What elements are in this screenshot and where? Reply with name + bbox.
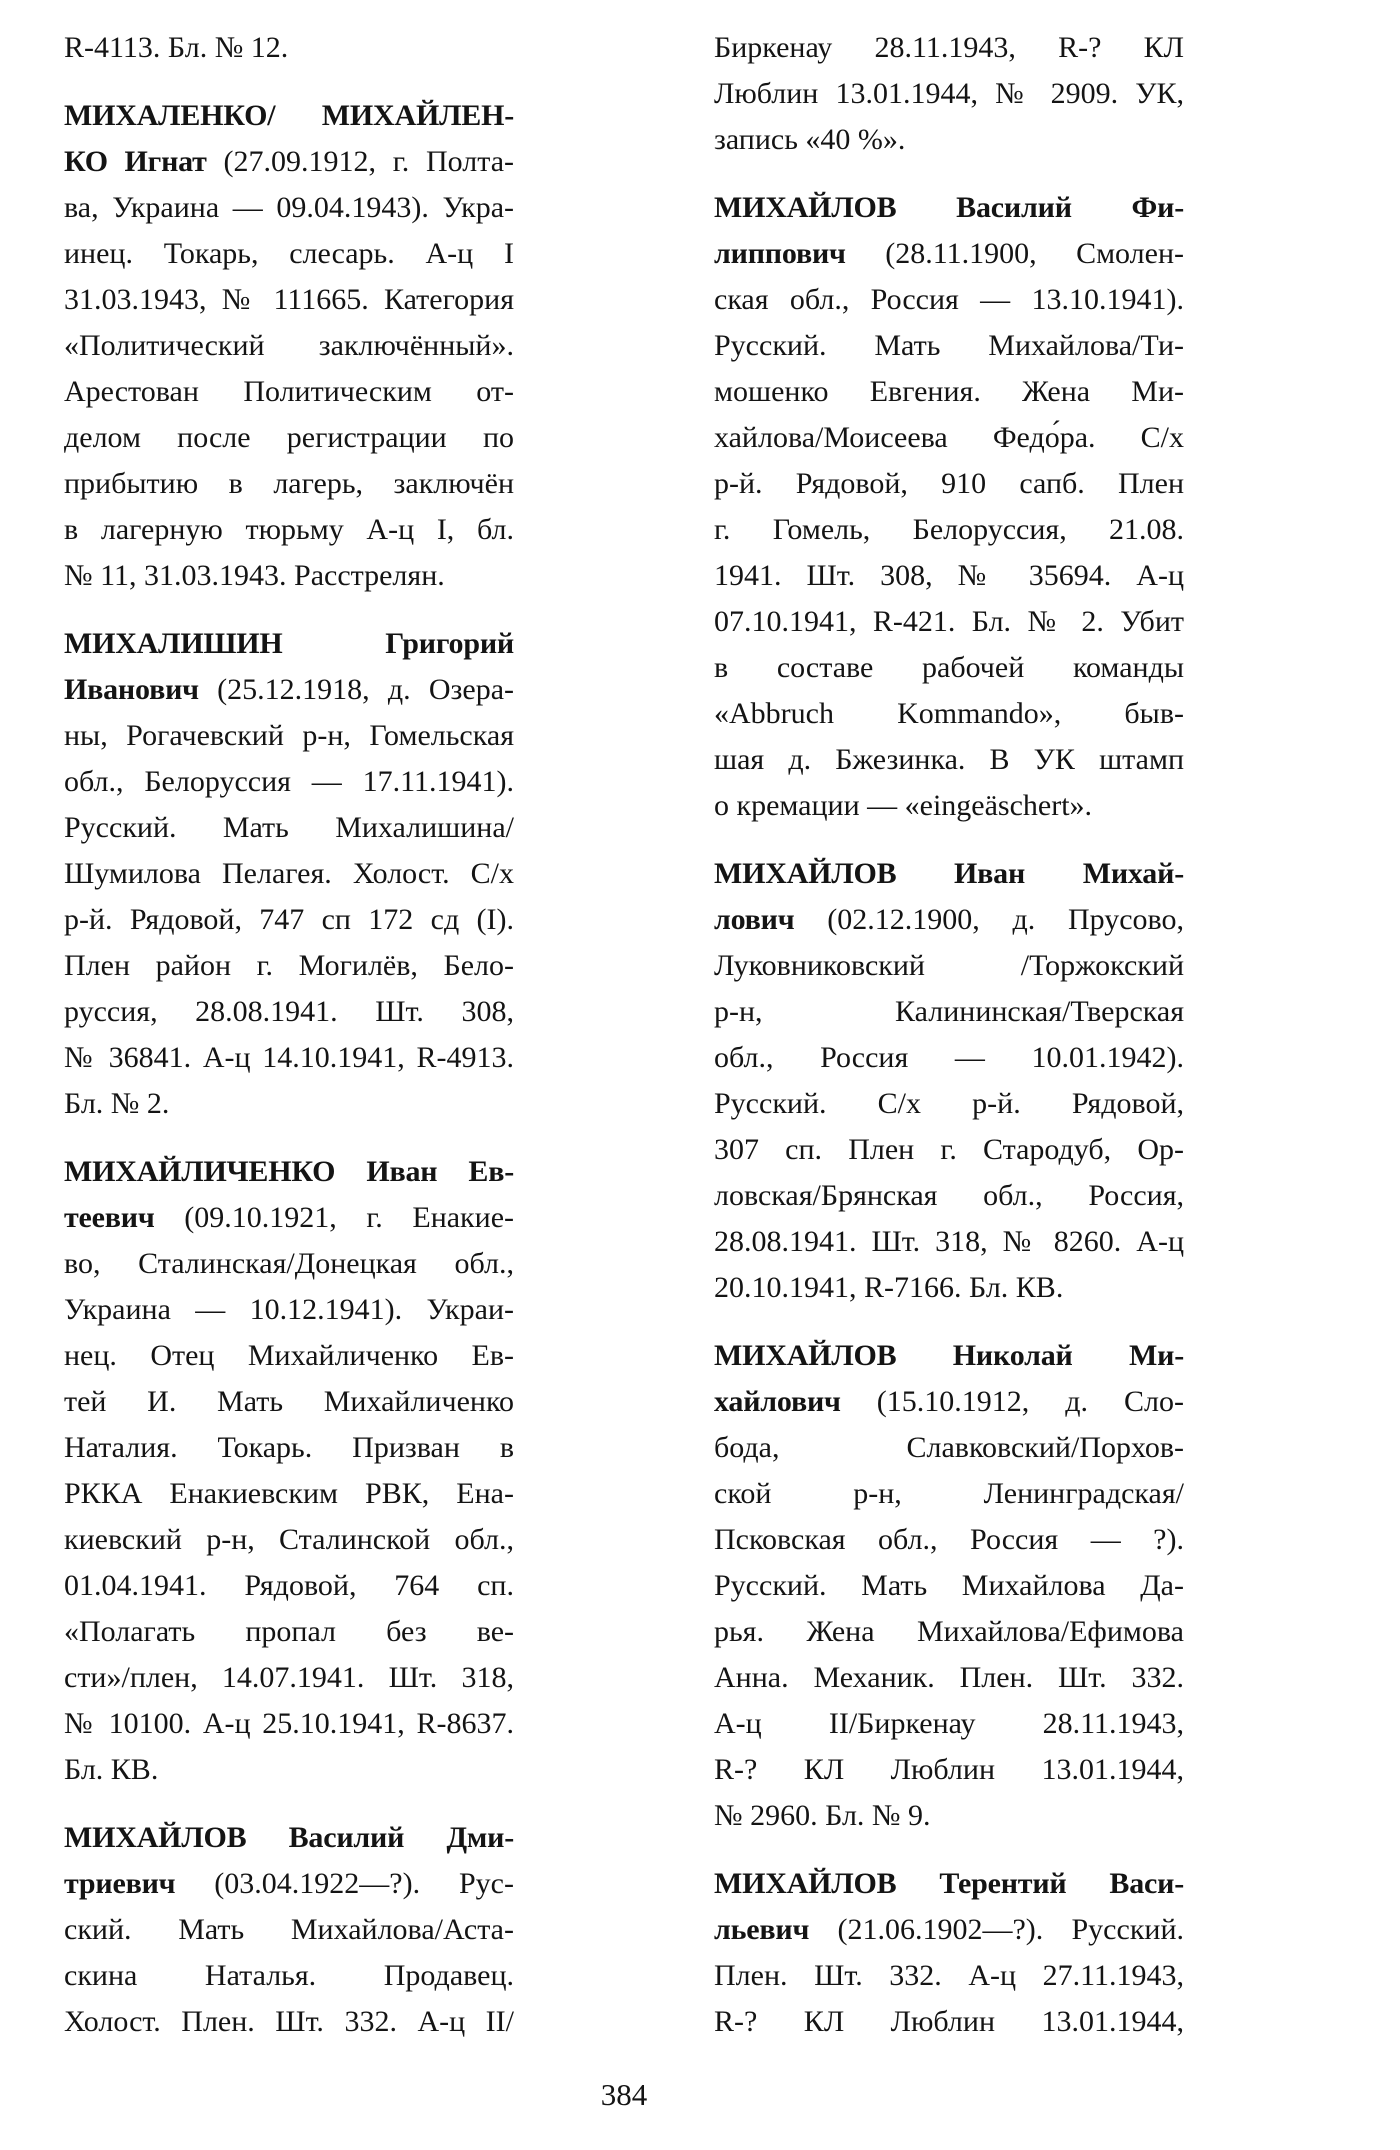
- entry-text: тей И. Мать Михайличенко: [64, 1385, 514, 1418]
- entry-text: Русский. Мать Михалишина/: [64, 811, 514, 844]
- text-line: [714, 1425, 1184, 1471]
- text-line: [64, 943, 514, 989]
- text-line: [714, 1265, 1184, 1311]
- entry-text: № 10100. А-ц 25.10.1941, R-8637.: [64, 1707, 514, 1740]
- text-line: [714, 1127, 1184, 1173]
- entry-text: (15.10.1912, д. Сло-: [840, 1385, 1184, 1418]
- text-line: [64, 1953, 514, 1999]
- text-line: [714, 737, 1184, 783]
- text-line: [714, 1953, 1184, 1999]
- text-line: [64, 1861, 514, 1907]
- text-line: [714, 691, 1184, 737]
- text-line: [714, 185, 1184, 231]
- text-line: [64, 851, 514, 897]
- text-line: [714, 1609, 1184, 1655]
- entry-text: р-н, Калининская/Тверская: [714, 995, 1184, 1028]
- text-line: [714, 553, 1184, 599]
- entry-headword: льевич: [714, 1913, 810, 1946]
- text-line: [714, 1793, 1184, 1839]
- entry-text: Русский. С/х р-й. Рядовой,: [714, 1087, 1184, 1120]
- text-line: [64, 1907, 514, 1953]
- entry-text: Плен. Шт. 332. А-ц 27.11.1943,: [714, 1959, 1184, 1992]
- entry-text: РККА Енакиевским РВК, Ена-: [64, 1477, 514, 1510]
- entry-text: в лагерную тюрьму А-ц I, бл.: [64, 513, 514, 546]
- entry-text: обл., Белоруссия — 17.11.1941).: [64, 765, 514, 798]
- entry-text: инец. Токарь, слесарь. А-ц I: [64, 237, 514, 270]
- text-line: [64, 323, 514, 369]
- text-line: [64, 1609, 514, 1655]
- text-line: [714, 117, 1184, 163]
- entry-text: мошенко Евгения. Жена Ми-: [714, 375, 1184, 408]
- dictionary-entry: [714, 25, 1184, 163]
- entry-text: R-? КЛ Люблин 13.01.1944,: [714, 2005, 1184, 2038]
- text-line: [714, 1379, 1184, 1425]
- entry-headword: МИХАЙЛОВ Терентий Васи-: [714, 1867, 1184, 1900]
- entry-text: Бл. № 2.: [64, 1087, 170, 1120]
- text-line: [714, 1081, 1184, 1127]
- text-line: [714, 989, 1184, 1035]
- entry-text: р-й. Рядовой, 910 сапб. Плен: [714, 467, 1184, 500]
- entry-headword: МИХАЙЛОВ Иван Михай-: [714, 857, 1184, 890]
- text-line: [64, 989, 514, 1035]
- text-line: [714, 323, 1184, 369]
- entry-headword: лович: [714, 903, 795, 936]
- entry-text: Псковская обл., Россия — ?).: [714, 1523, 1184, 1556]
- entry-text: (27.09.1912, г. Полта-: [206, 145, 514, 178]
- text-line: [714, 897, 1184, 943]
- entry-text: R-? КЛ Люблин 13.01.1944,: [714, 1753, 1184, 1786]
- entry-text: 28.08.1941. Шт. 318, № 8260. А-ц: [714, 1225, 1184, 1258]
- entry-text: Бл. КВ.: [64, 1753, 159, 1786]
- text-line: [64, 713, 514, 759]
- entry-text: (02.12.1900, д. Прусово,: [794, 903, 1184, 936]
- text-line: [714, 1999, 1184, 2045]
- entry-text: Биркенау 28.11.1943, R-? КЛ: [714, 31, 1184, 64]
- entry-text: ский. Мать Михайлова/Аста-: [64, 1913, 514, 1946]
- dictionary-entry: [714, 1333, 1184, 1839]
- text-line: [64, 805, 514, 851]
- text-line: [714, 71, 1184, 117]
- entry-text: Арестован Политическим от-: [64, 375, 514, 408]
- text-line: [64, 621, 514, 667]
- text-line: [64, 1081, 514, 1127]
- text-line: [714, 1747, 1184, 1793]
- entry-text: 31.03.1943, № 111665. Категория: [64, 283, 514, 316]
- entry-headword: МИХАЛИШИН Григорий: [64, 627, 514, 660]
- text-line: [714, 1701, 1184, 1747]
- entry-text: № 2960. Бл. № 9.: [714, 1799, 931, 1832]
- entry-headword: МИХАЙЛОВ Николай Ми-: [714, 1339, 1184, 1372]
- entry-text: (21.06.1902—?). Русский.: [809, 1913, 1184, 1946]
- text-line: [64, 1471, 514, 1517]
- text-line: [714, 1219, 1184, 1265]
- entry-text: Анна. Механик. Плен. Шт. 332.: [714, 1661, 1184, 1694]
- entry-text: 20.10.1941, R-7166. Бл. КВ.: [714, 1271, 1064, 1304]
- text-line: [714, 1173, 1184, 1219]
- text-line: [64, 461, 514, 507]
- text-line: [714, 1471, 1184, 1517]
- text-line: [64, 1517, 514, 1563]
- text-line: [64, 667, 514, 713]
- text-line: [64, 1149, 514, 1195]
- entry-text: рья. Жена Михайлова/Ефимова: [714, 1615, 1184, 1648]
- entry-headword: Иванович: [64, 673, 199, 706]
- entry-headword: МИХАЙЛИЧЕНКО Иван Ев-: [64, 1155, 514, 1188]
- entry-text: R-4113. Бл. № 12.: [64, 31, 289, 64]
- dictionary-entry: [64, 93, 514, 599]
- text-line: [714, 645, 1184, 691]
- text-line: [64, 415, 514, 461]
- text-line: [714, 599, 1184, 645]
- text-line: [714, 231, 1184, 277]
- entry-headword: теевич: [64, 1201, 155, 1234]
- text-line: [64, 1655, 514, 1701]
- entry-text: г. Гомель, Белоруссия, 21.08.: [714, 513, 1184, 546]
- entry-text: (03.04.1922—?). Рус-: [175, 1867, 514, 1900]
- entry-headword: МИХАЙЛОВ Василий Дми-: [64, 1821, 514, 1854]
- entry-headword: триевич: [64, 1867, 176, 1900]
- entry-text: Луковниковский /Торжокский: [714, 949, 1184, 982]
- entry-text: бода, Славковский/Порхов-: [714, 1431, 1184, 1464]
- entry-text: № 36841. А-ц 14.10.1941, R-4913.: [64, 1041, 514, 1074]
- entry-text: Украина — 10.12.1941). Украи-: [64, 1293, 514, 1326]
- entry-text: 01.04.1941. Рядовой, 764 сп.: [64, 1569, 514, 1602]
- entry-text: сти»/плен, 14.07.1941. Шт. 318,: [64, 1661, 514, 1694]
- text-line: [714, 1333, 1184, 1379]
- text-line: [714, 1517, 1184, 1563]
- entry-text: р-й. Рядовой, 747 сп 172 сд (I).: [64, 903, 514, 936]
- entry-text: шая д. Бжезинка. В УК штамп: [714, 743, 1184, 776]
- entry-text: Русский. Мать Михайлова Да-: [714, 1569, 1184, 1602]
- text-line: [714, 1655, 1184, 1701]
- entry-text: 1941. Шт. 308, № 35694. А-ц: [714, 559, 1184, 592]
- entry-text: нец. Отец Михайличенко Ев-: [64, 1339, 514, 1372]
- text-line: [64, 1701, 514, 1747]
- entry-text: (25.12.1918, д. Озера-: [198, 673, 514, 706]
- entry-text: руссия, 28.08.1941. Шт. 308,: [64, 995, 514, 1028]
- dictionary-entry: [714, 1861, 1184, 2045]
- entry-text: А-ц II/Биркенау 28.11.1943,: [714, 1707, 1184, 1740]
- text-line: [64, 1425, 514, 1471]
- entry-text: Наталия. Токарь. Призван в: [64, 1431, 514, 1464]
- entry-text: ской р-н, Ленинградская/: [714, 1477, 1184, 1510]
- text-line: [714, 25, 1184, 71]
- entry-text: «Политический заключённый».: [64, 329, 514, 362]
- text-line: [64, 897, 514, 943]
- text-line: [64, 277, 514, 323]
- entry-text: во, Сталинская/Донецкая обл.,: [64, 1247, 514, 1280]
- entry-text: ны, Рогачевский р-н, Гомельская: [64, 719, 514, 752]
- dictionary-entry: [64, 1149, 514, 1793]
- entry-text: в составе рабочей команды: [714, 651, 1184, 684]
- entry-text: о кремации — «eingeäschert».: [714, 789, 1093, 822]
- text-line: [714, 277, 1184, 323]
- dictionary-entry: [64, 25, 514, 71]
- text-line: [64, 1241, 514, 1287]
- text-column-right: [714, 25, 1184, 2045]
- text-line: [64, 185, 514, 231]
- text-line: [64, 1815, 514, 1861]
- text-line: [64, 369, 514, 415]
- dictionary-entry: [714, 851, 1184, 1311]
- text-line: [64, 93, 514, 139]
- dictionary-entry: [714, 185, 1184, 829]
- entry-headword: МИХАЙЛОВ Василий Фи-: [714, 191, 1184, 224]
- entry-text: (09.10.1921, г. Енакие-: [154, 1201, 514, 1234]
- entry-text: 07.10.1941, R-421. Бл. № 2. Убит: [714, 605, 1184, 638]
- entry-text: хайлова/Моисеева Федо́ра. С/х: [714, 421, 1184, 454]
- text-line: [714, 851, 1184, 897]
- entry-text: № 11, 31.03.1943. Расстрелян.: [64, 559, 445, 592]
- entry-headword: хайлович: [714, 1385, 841, 1418]
- entry-text: Плен район г. Могилёв, Бело-: [64, 949, 514, 982]
- text-line: [714, 1861, 1184, 1907]
- text-line: [64, 1035, 514, 1081]
- dictionary-entry: [64, 1815, 514, 2045]
- text-column-left: [64, 25, 514, 2045]
- entry-headword: липпович: [714, 237, 846, 270]
- text-line: [714, 507, 1184, 553]
- page-number: 384: [600, 2077, 648, 2112]
- text-line: [64, 1747, 514, 1793]
- entry-text: «Abbruch Kommando», быв-: [714, 697, 1184, 730]
- text-line: [714, 369, 1184, 415]
- text-line: [64, 1287, 514, 1333]
- text-line: [714, 943, 1184, 989]
- text-line: [64, 139, 514, 185]
- entry-headword: МИХАЛЕНКО/ МИХАЙЛЕН-: [64, 99, 514, 132]
- text-line: [64, 1379, 514, 1425]
- entry-text: делом после регистрации по: [64, 421, 514, 454]
- text-line: [714, 415, 1184, 461]
- entry-text: прибытию в лагерь, заключён: [64, 467, 514, 500]
- text-line: [64, 1563, 514, 1609]
- entry-text: ва, Украина — 09.04.1943). Укра-: [64, 191, 514, 224]
- text-line: [64, 553, 514, 599]
- text-line: [64, 1333, 514, 1379]
- entry-text: 307 сп. Плен г. Стародуб, Ор-: [714, 1133, 1184, 1166]
- entry-text: Холост. Плен. Шт. 332. А-ц II/: [64, 2005, 514, 2038]
- text-line: [64, 231, 514, 277]
- entry-text: обл., Россия — 10.01.1942).: [714, 1041, 1184, 1074]
- entry-text: киевский р-н, Сталинской обл.,: [64, 1523, 514, 1556]
- dictionary-entry: [64, 621, 514, 1127]
- text-line: [714, 1035, 1184, 1081]
- text-line: [64, 1195, 514, 1241]
- entry-text: Люблин 13.01.1944, № 2909. УК,: [714, 77, 1184, 110]
- text-line: [714, 461, 1184, 507]
- text-line: [64, 759, 514, 805]
- entry-text: ловская/Брянская обл., Россия,: [714, 1179, 1184, 1212]
- text-line: [714, 1907, 1184, 1953]
- entry-text: запись «40 %».: [714, 123, 906, 156]
- entry-text: скина Наталья. Продавец.: [64, 1959, 514, 1992]
- text-line: [64, 25, 514, 71]
- entry-text: Русский. Мать Михайлова/Ти-: [714, 329, 1184, 362]
- entry-text: «Полагать пропал без ве-: [64, 1615, 514, 1648]
- entry-text: Шумилова Пелагея. Холост. С/х: [64, 857, 514, 890]
- text-line: [64, 507, 514, 553]
- entry-headword: КО Игнат: [64, 145, 207, 178]
- entry-text: ская обл., Россия — 13.10.1941).: [714, 283, 1184, 316]
- entry-text: (28.11.1900, Смолен-: [845, 237, 1184, 270]
- text-line: [714, 1563, 1184, 1609]
- text-line: [714, 783, 1184, 829]
- text-line: [64, 1999, 514, 2045]
